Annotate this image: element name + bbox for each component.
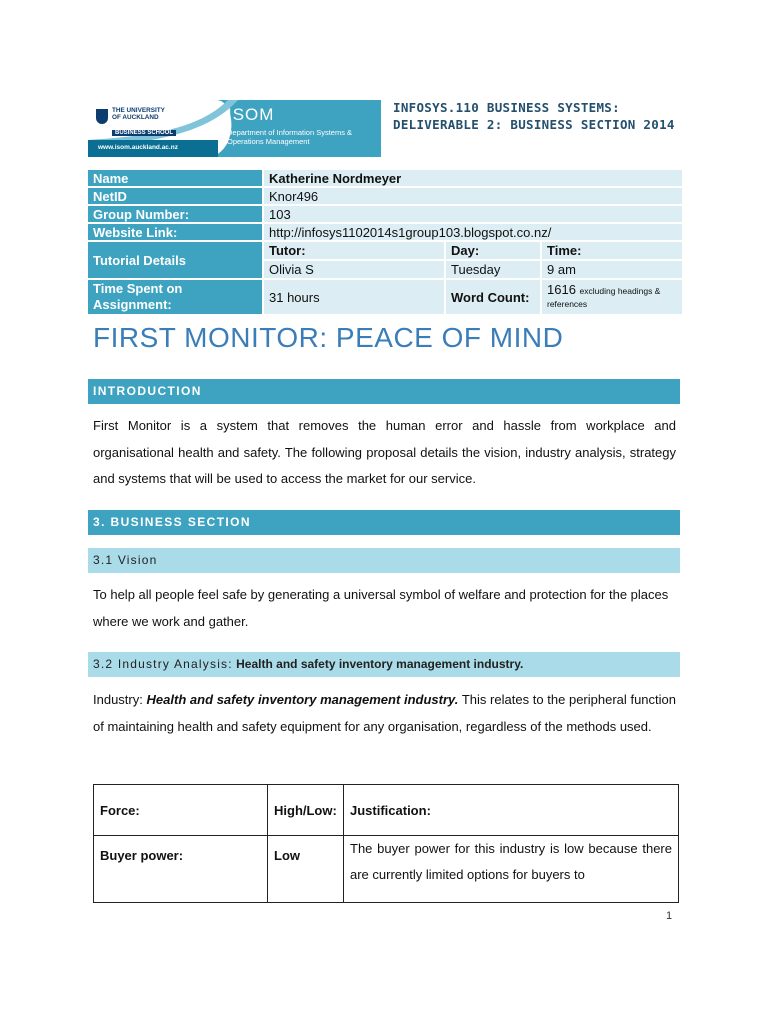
isom-title: ISOM [227,105,275,124]
word-count-note: excluding headings & references [547,286,661,309]
website-label: Website Link: [88,224,262,240]
website-link[interactable]: http://infosys1102014s1group103.blogspot.co.nz/ [264,224,682,240]
group-value: 103 [264,206,682,222]
university-line2: OF AUCKLAND [112,113,159,121]
tutorial-label: Tutorial Details [88,242,262,278]
industry-italic: Health and safety inventory management industry. [146,692,459,707]
industry-analysis-heading [88,652,680,677]
justification-header: Justification: [344,785,679,836]
word-count-label: Word Count: [446,280,540,314]
forces-table [93,784,679,903]
course-title: INFOSYS.110 BUSINESS SYSTEMS: DELIVERABLE 2: BUSINESS SECTION 2014 [393,100,675,132]
business-school-label: BUSINESS SCHOOL [112,130,176,136]
forces-header-row [94,785,679,836]
table-row [94,836,679,903]
info-row-netid [88,188,682,204]
isom-logo [88,100,381,157]
logo-url: www.isom.auckland.ac.nz [98,144,178,151]
industry-lead: Industry: [93,692,143,707]
day-value: Tuesday [446,261,540,278]
tutor-value: Olivia S [264,261,444,278]
vision-heading: 3.1 Vision [88,548,680,573]
force-cell: Buyer power: [94,836,268,903]
university-line1: THE UNIVERSITY [112,107,165,114]
level-header: High/Low: [268,785,344,836]
industry-heading-bold: Health and safety inventory management industry. [236,657,524,671]
justification-cell: The buyer power for this industry is low because there are currently limited options for buyers to [344,836,679,903]
vision-text: To help all people feel safe by generating a universal symbol of welfare and protection for the places where we work and gather. [93,587,669,629]
netid-label: NetID [88,188,262,204]
document-title: FIRST MONITOR: PEACE OF MIND [93,322,564,353]
info-row-group [88,206,682,222]
group-label: Group Number: [88,206,262,222]
level-cell: Low [268,836,344,903]
name-label: Name [88,170,262,186]
page-number: 1 [666,910,673,922]
netid-value: Knor496 [264,188,682,204]
info-row-name [88,170,682,186]
day-label: Day: [446,242,540,259]
info-row-tutorial-header [88,242,682,259]
time-spent-value: 31 hours [264,280,444,314]
university-name [112,108,212,122]
info-row-time-spent [88,280,682,314]
time-value: 9 am [542,261,682,278]
industry-heading-prefix: 3.2 Industry Analysis: [93,657,233,671]
time-spent-label: Time Spent on Assignment: [88,280,262,314]
industry-paragraph [93,687,676,740]
tutor-label: Tutor: [264,242,444,259]
info-row-website [88,224,682,240]
introduction-heading: INTRODUCTION [88,379,680,404]
time-label: Time: [542,242,682,259]
university-crest-icon [96,109,108,124]
introduction-text: First Monitor is a system that removes the human error and hassle from workplace and organisational health and safety. The following proposal details the vision, industry analysis, strategy and systems that will be used to access the market for our service. [93,418,676,486]
business-section-heading: 3. BUSINESS SECTION [88,510,680,535]
isom-department: Department of Information Systems & Operations Management [227,128,353,146]
word-count-cell [542,280,682,314]
word-count-value: 1616 [547,282,576,297]
name-value: Katherine Nordmeyer [264,170,682,186]
industry-text: This relates to the peripheral function of maintaining health and safety equipment for any organisation, regardless of the methods used. [93,692,676,734]
force-header: Force: [94,785,268,836]
student-info-table [88,168,682,316]
